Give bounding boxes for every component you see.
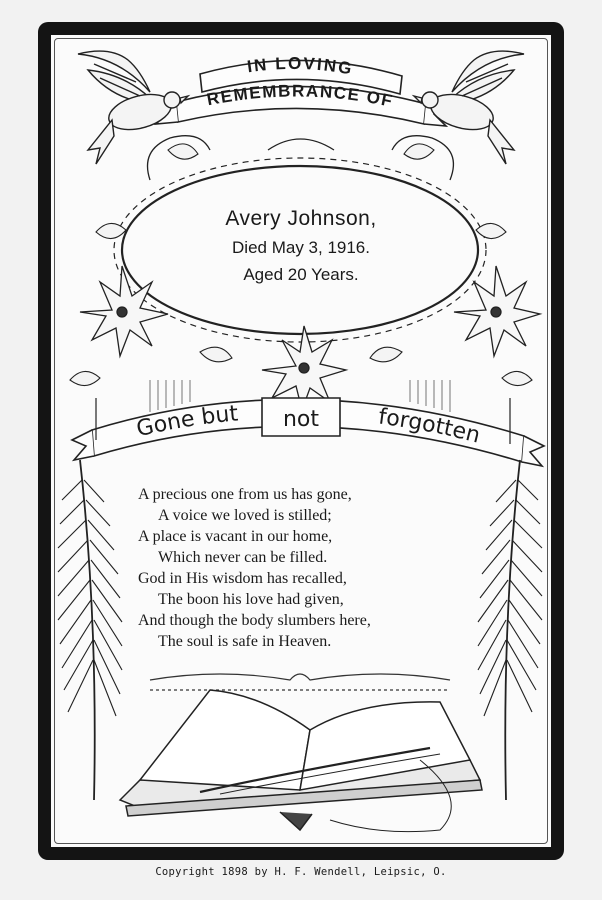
verse-line: God in His wisdom has recalled,	[138, 570, 347, 587]
verse-line: The boon his love had given,	[158, 591, 344, 608]
deceased-name: Avery Johnson,	[225, 207, 377, 230]
open-book-icon	[120, 690, 482, 832]
verse-line: The soul is safe in Heaven.	[158, 633, 332, 650]
scroll-ornament	[150, 674, 450, 690]
verse-line: And though the body slumbers here,	[138, 612, 371, 629]
memorial-verse	[138, 484, 468, 652]
motto-right: forgotten	[377, 404, 483, 449]
age-at-death: Aged 20 Years.	[243, 265, 359, 284]
death-date: Died May 3, 1916.	[232, 238, 370, 257]
copyright-notice: Copyright 1898 by H. F. Wendell, Leipsic, O.	[155, 866, 447, 878]
left-palm-frond-icon	[58, 460, 122, 800]
verse-line: Which never can be filled.	[158, 549, 328, 566]
motto-left: Gone but	[134, 401, 240, 443]
header-line2: REMEMBRANCE OF	[205, 81, 396, 111]
header-line1: IN LOVING	[245, 53, 355, 79]
verse-line: A precious one from us has gone,	[138, 486, 352, 503]
right-palm-frond-icon	[478, 460, 542, 800]
motto-middle: not	[282, 407, 320, 432]
verse-line: A place is vacant in our home,	[138, 528, 333, 545]
verse-line: A voice we loved is stilled;	[158, 507, 332, 524]
